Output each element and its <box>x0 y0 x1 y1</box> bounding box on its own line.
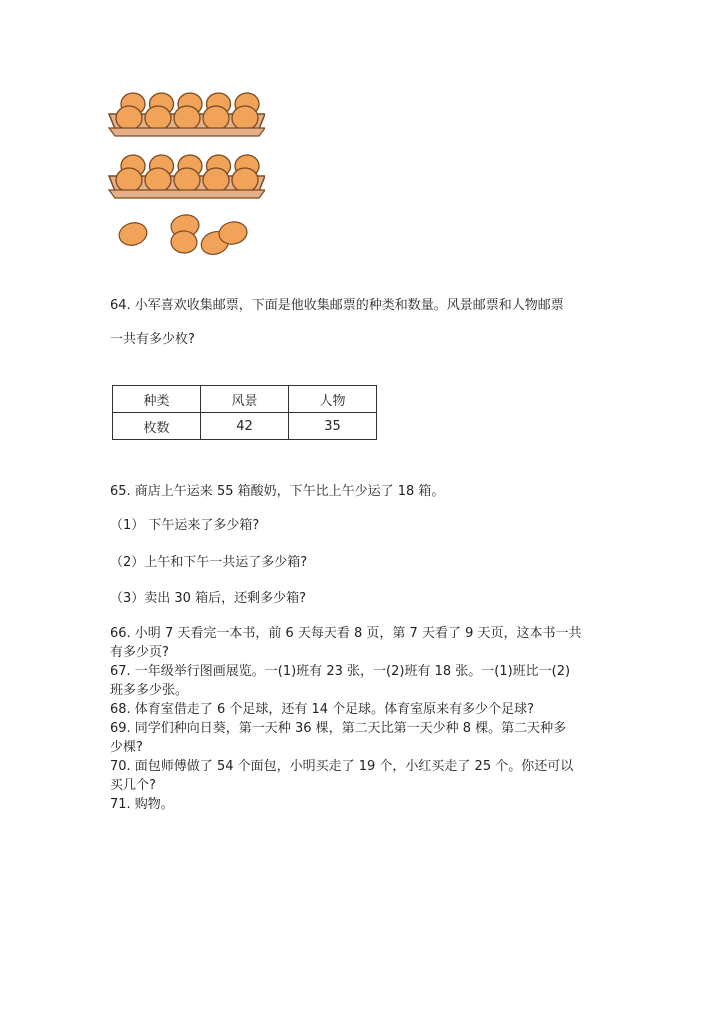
question-66: 66. 小明 7 天看完一本书，前 6 天每天看 8 页，第 7 天看了 9 天页，这本书一共 有多少页? <box>110 626 582 660</box>
question-65-sub1: （1） 下午运来了多少箱? <box>110 518 260 533</box>
question-64-line2: 一共有多少枚? <box>110 332 195 347</box>
egg-icon <box>232 106 258 130</box>
question-65-sub3: （3）卖出 30 箱后，还剩多少箱? <box>110 591 306 606</box>
table-cell: 种类 <box>113 386 201 413</box>
egg-icon <box>203 106 229 130</box>
question-list <box>110 624 630 814</box>
egg-icon <box>174 106 200 130</box>
egg-icon <box>174 168 200 192</box>
question-65-sub2: （2）上午和下午一共运了多少箱? <box>110 555 308 570</box>
egg-icon <box>116 168 142 192</box>
egg-icon <box>203 168 229 192</box>
egg-icon <box>116 106 142 130</box>
egg-icon <box>232 168 258 192</box>
table-cell: 42 <box>201 413 289 440</box>
table-header-row <box>113 386 377 413</box>
stamp-table <box>112 385 377 440</box>
table-cell: 35 <box>289 413 377 440</box>
question-65-stem: 65. 商店上午运来 55 箱酸奶，下午比上午少运了 18 箱。 <box>110 484 445 499</box>
egg-icon <box>117 220 150 248</box>
question-69: 69. 同学们种向日葵，第一天种 36 棵，第二天比第一天少种 8 棵。第二天种多 少棵? <box>110 721 567 755</box>
egg-icon <box>145 106 171 130</box>
table-row <box>113 413 377 440</box>
table-cell: 人物 <box>289 386 377 413</box>
question-70: 70. 面包师傅做了 54 个面包，小明买走了 19 个，小红买走了 25 个。你还可以 买几个? <box>110 759 574 793</box>
egg-tray-lip <box>109 128 265 136</box>
table-cell: 枚数 <box>113 413 201 440</box>
question-68: 68. 体育室借走了 6 个足球，还有 14 个足球。体育室原来有多少个足球? <box>110 702 535 717</box>
egg-icon <box>145 168 171 192</box>
egg-tray-illustration <box>105 88 265 258</box>
question-71: 71. 购物。 <box>110 797 174 812</box>
question-67: 67. 一年级举行图画展览。一(1)班有 23 张，一(2)班有 18 张。一(1)班比一(2) 班多多少张。 <box>110 664 571 698</box>
question-64-line1: 64. 小军喜欢收集邮票，下面是他收集邮票的种类和数量。风景邮票和人物邮票 <box>110 298 564 313</box>
table-cell: 风景 <box>201 386 289 413</box>
egg-tray-lip <box>109 190 265 198</box>
